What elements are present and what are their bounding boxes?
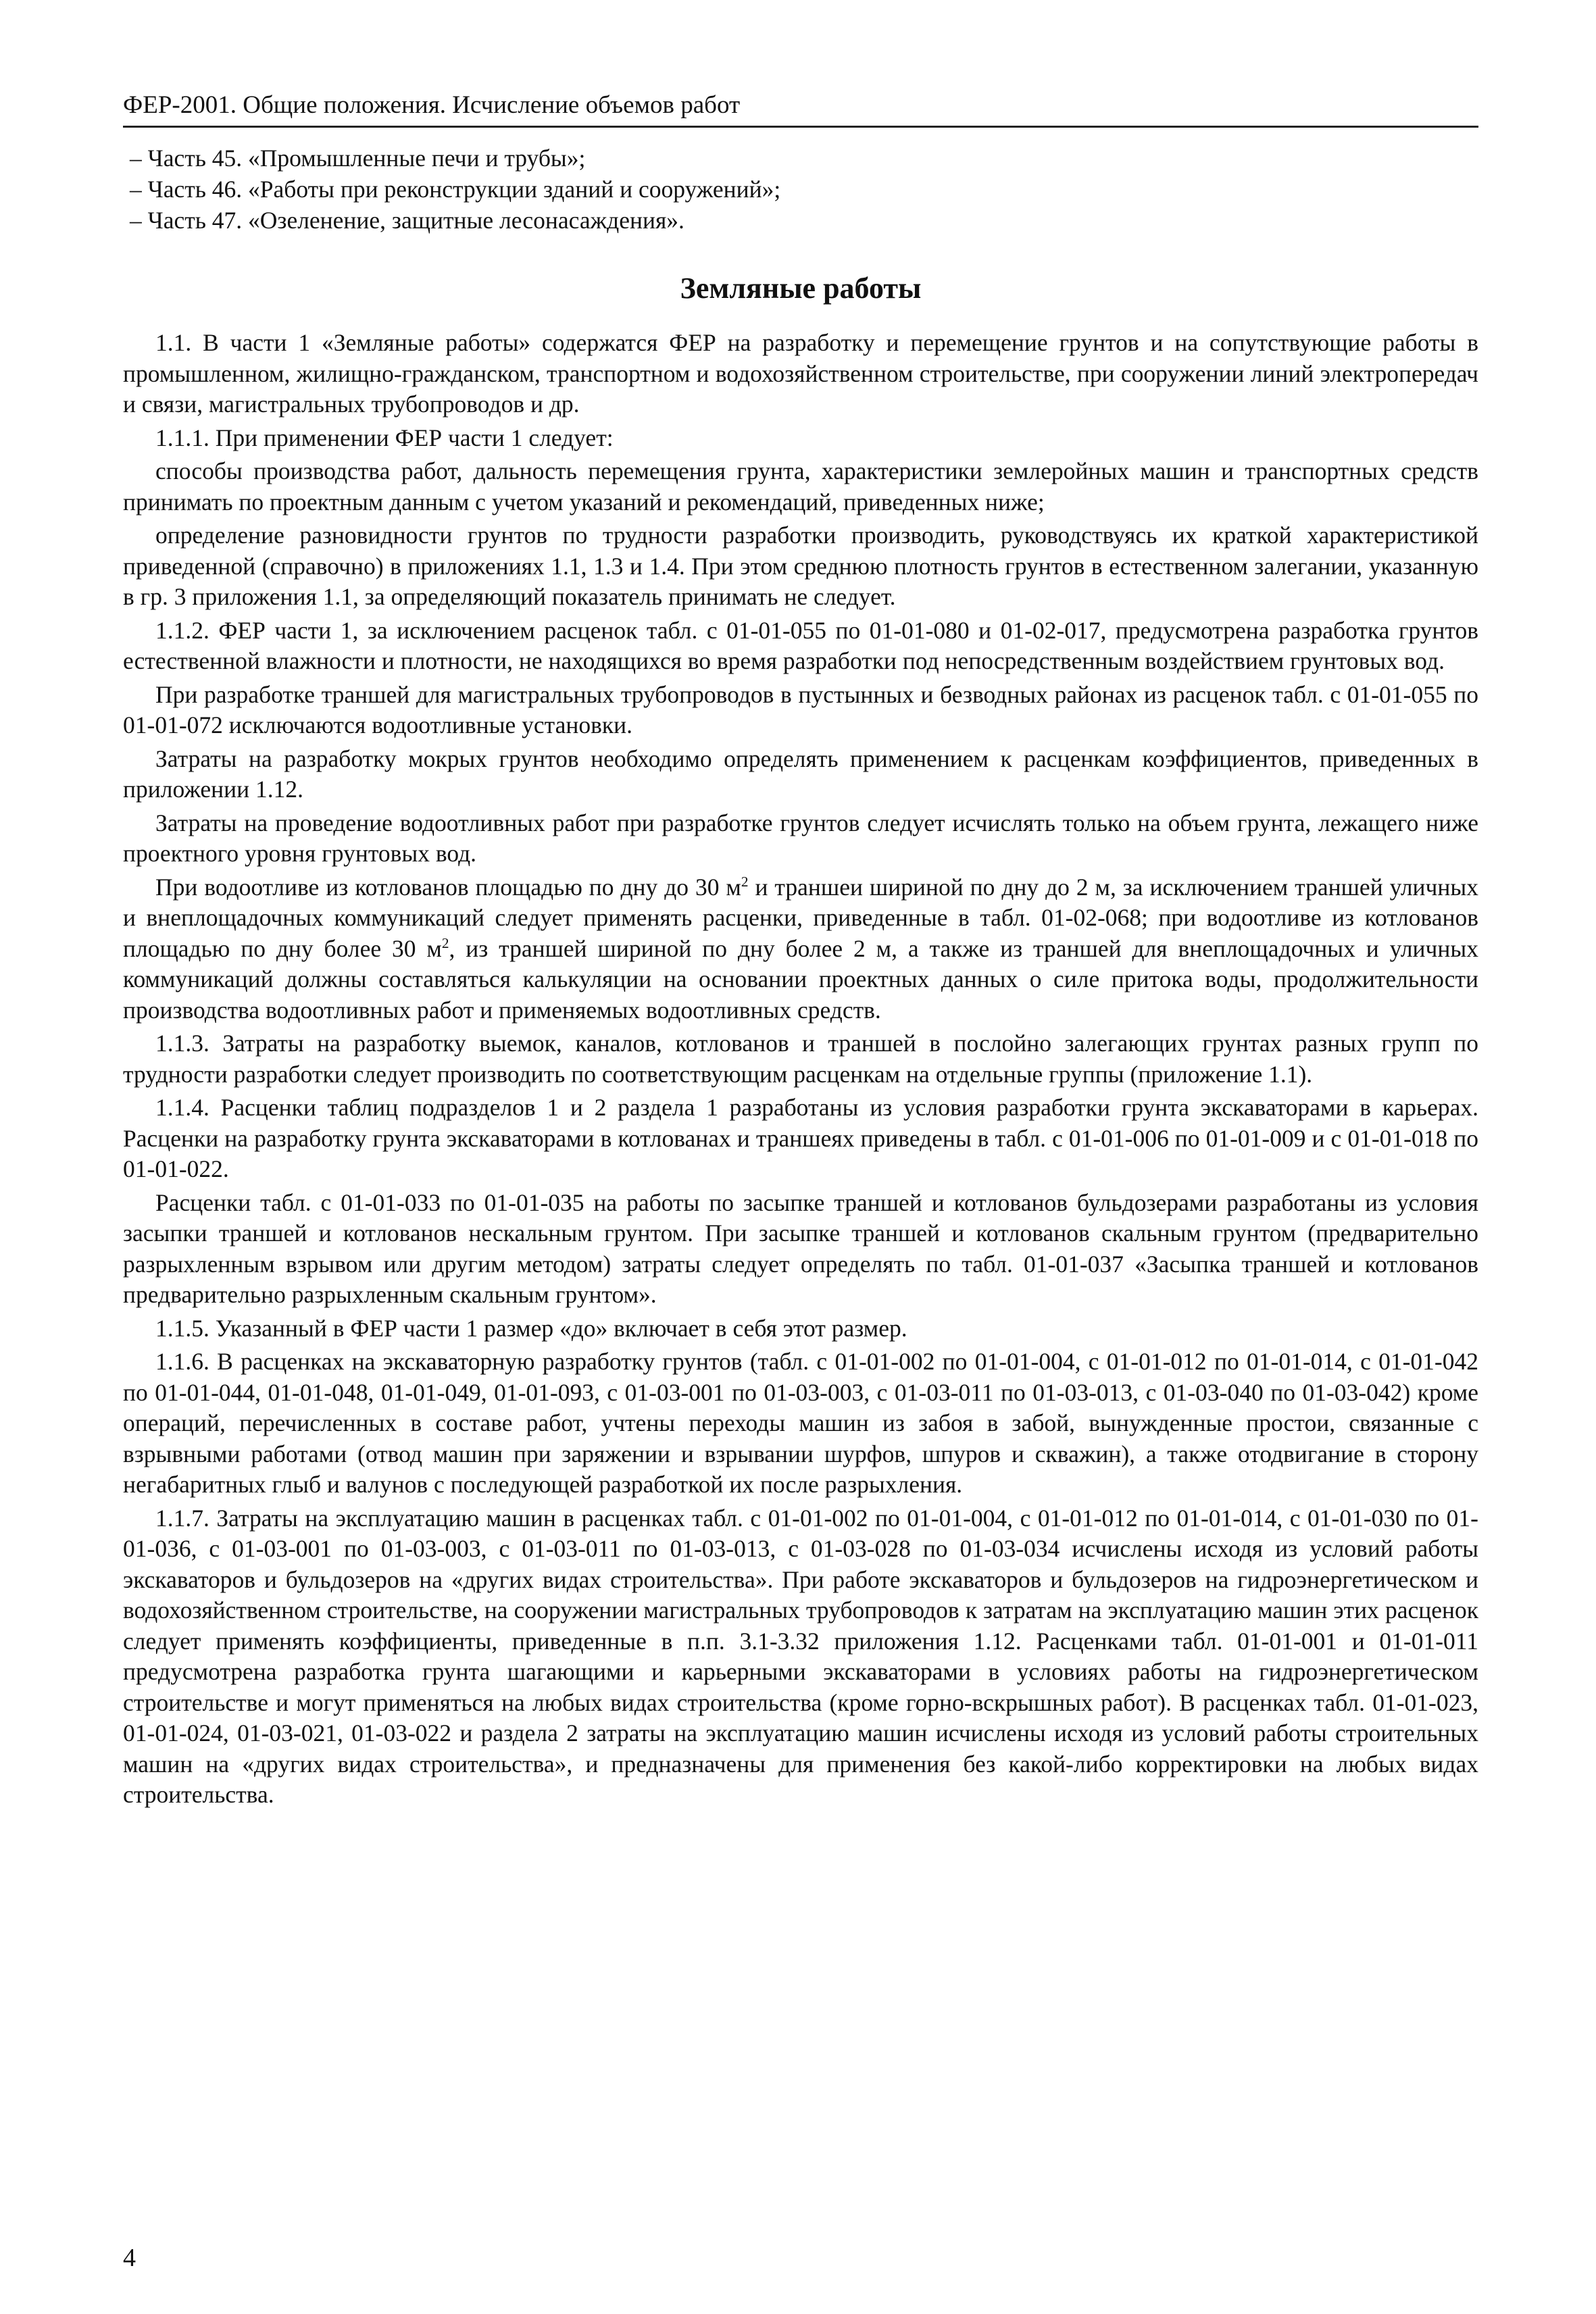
paragraph: 1.1.5. Указанный в ФЕР части 1 размер «до» включает в себя этот размер. — [155, 1314, 907, 1342]
paragraph: 1.1.4. Расценки таблиц подразделов 1 и 2 раздела 1 разработаны из условия разработки грунта экскаваторами в карьерах. Расценки на разработку грунта экскаваторами в котлованах и траншеях приведены в табл. с 01-01-006 по 01-01-009 и с 01-01-018 по 01-01-022. — [123, 1094, 1478, 1182]
paragraph-text: При водоотливе из котлованов площадью по дну до 30 м — [155, 873, 741, 901]
paragraph-text: и траншеи шириной по дну до 2 м, за исключением траншей уличных и внеплощадочных коммуникаций следует применять расценки, приведенные в табл. 01-02-068; при водоотливе из котлованов площадью по дну более 30 м — [123, 873, 1478, 962]
body-text — [123, 328, 1478, 1811]
running-header: ФЕР-2001. Общие положения. Исчисление объемов работ — [123, 88, 1478, 128]
paragraph: 1.1.7. Затраты на эксплуатацию машин в расценках табл. с 01-01-002 по 01-01-004, с 01-01-012 по 01-01-014, с 01-01-030 по 01-01-036, с 01-03-001 по 01-03-003, с 01-03-011 по 01-03-013, с 01-03-028 по 01-03-034 исчислены исходя из условий работы экскаваторов и бульдозеров на «других видах строительства». При работе экскаваторов и бульдозеров на гидроэнергетическом и водохозяйственном строительстве, на сооружении магистральных трубопроводов к затратам на эксплуатацию машин этих расценок следует применять коэффициенты, приведенные в п.п. 3.1-3.32 приложения 1.12. Расценками табл. 01-01-001 и 01-01-011 предусмотрена разработка грунта шагающими и карьерными экскаваторами в условиях работы на гидроэнергетическом строительстве и могут применяться на любых видах строительства (кроме горно-вскрышных работ). В расценках табл. 01-01-023, 01-01-024, 01-03-021, 01-03-022 и раздела 2 затраты на эксплуатацию машин исчислены исходя из условий работы строительных машин на «других видах строительства», и предназначены для применения без какой-либо корректировки на любых видах строительства. — [123, 1504, 1478, 1808]
list-item: – Часть 47. «Озеленение, защитные лесонасаждения». — [130, 207, 684, 234]
paragraph: При разработке траншей для магистральных трубопроводов в пустынных и безводных районах из расценок табл. с 01-01-055 по 01-01-072 исключаются водоотливные установки. — [123, 680, 1478, 738]
list-item: – Часть 45. «Промышленные печи и трубы»; — [130, 145, 586, 172]
paragraph: 1.1.6. В расценках на экскаваторную разработку грунтов (табл. с 01-01-002 по 01-01-004, с 01-01-012 по 01-01-014, с 01-01-042 по 01-01-044, 01-01-048, 01-01-049, 01-01-093, с 01-03-001 по 01-03-003, с 01-03-011 по 01-03-013, с 01-03-040 по 01-03-042) кроме операций, перечисленных в составе работ, учтены переходы машин из забоя в забой, вынужденные простои, связанные с взрывными работами (отвод машин при заряжении и взрывании шурфов, шпуров и скважин), а также отодвигание в сторону негабаритных глыб и валунов с последующей разработкой их после разрыхления. — [123, 1348, 1478, 1498]
superscript: 2 — [441, 934, 449, 951]
paragraph: 1.1.1. При применении ФЕР части 1 следует: — [155, 424, 614, 451]
paragraph: Расценки табл. с 01-01-033 по 01-01-035 на работы по засыпке траншей и котлованов бульдозерами разработаны из условия засыпки траншей и котлованов нескальным грунтом. При засыпке траншей и котлованов скальным грунтом (предварительно разрыхленным взрывом или другим методом) затраты следует определять по табл. 01-01-037 «Засыпка траншей и котлованов предварительно разрыхленным скальным грунтом». — [123, 1188, 1478, 1308]
paragraph: 1.1.3. Затраты на разработку выемок, каналов, котлованов и траншей в послойно залегающих грунтах разных групп по трудности разработки следует производить по соответствующим расценкам на отдельные группы (приложение 1.1). — [123, 1030, 1478, 1088]
section-title: Земляные работы — [680, 272, 922, 305]
paragraph-text: , из траншей шириной по дну более 2 м, а также из траншей для внеплощадочных и уличных коммуникаций должны составляться калькуляции на основании проектных данных о силе притока воды, продолжительности производства водоотливных работ и применяемых водоотливных средств. — [123, 934, 1478, 1024]
paragraph: 1.1.2. ФЕР части 1, за исключением расценок табл. с 01-01-055 по 01-01-080 и 01-02-017, предусмотрена разработка грунтов естественной влажности и плотности, не находящихся во время разработки под непосредственным воздействием грунтовых вод. — [123, 616, 1478, 674]
paragraph: способы производства работ, дальность перемещения грунта, характеристики землеройных машин и транспортных средств принимать по проектным данным с учетом указаний и рекомендаций, приведенных ниже; — [123, 457, 1478, 515]
paragraph: 1.1. В части 1 «Земляные работы» содержатся ФЕР на разработку и перемещение грунтов и на сопутствующие работы в промышленном, жилищно-гражданском, транспортном и водохозяйственном строительстве, при сооружении линий электропередач и связи, магистральных трубопроводов и др. — [123, 329, 1478, 418]
parts-list — [123, 143, 1478, 236]
paragraph: Затраты на проведение водоотливных работ при разработке грунтов следует исчислять только на объем грунта, лежащего ниже проектного уровня грунтовых вод. — [123, 809, 1478, 867]
paragraph-dewatering — [123, 872, 1478, 1026]
list-item: – Часть 46. «Работы при реконструкции зданий и сооружений»; — [130, 176, 781, 203]
paragraph: определение разновидности грунтов по трудности разработки производить, руководствуясь их краткой характеристикой приведенной (справочно) в приложениях 1.1, 1.3 и 1.4. При этом среднюю плотность грунтов в естественном залегании, указанную в гр. 3 приложения 1.1, за определяющий показатель принимать не следует. — [123, 522, 1478, 610]
document-page — [123, 88, 1478, 2277]
paragraph: Затраты на разработку мокрых грунтов необходимо определять применением к расценкам коэффициентов, приведенных в приложении 1.12. — [123, 745, 1478, 803]
page-number: 4 — [123, 2244, 136, 2272]
superscript: 2 — [741, 873, 749, 890]
